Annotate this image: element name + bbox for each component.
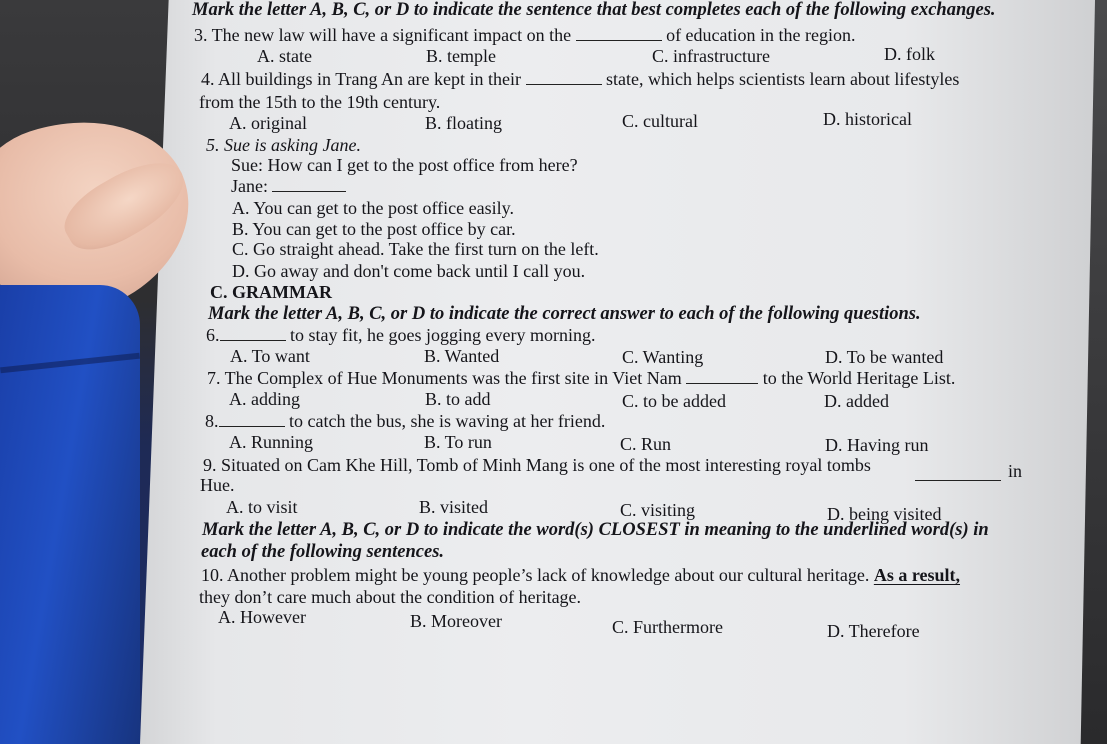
question-3 bbox=[194, 26, 856, 44]
option-b: B. Moreover bbox=[410, 611, 502, 631]
option-c: C. Run bbox=[620, 434, 672, 454]
question-8-number: 8. bbox=[205, 411, 219, 431]
question-6 bbox=[206, 326, 595, 344]
option-b: B. Wanted bbox=[424, 346, 500, 366]
answer-blank[interactable] bbox=[526, 84, 602, 85]
option-a: A. To want bbox=[230, 346, 310, 366]
instruction-closest-meaning: Mark the letter A, B, C, or D to indicate the word(s) CLOSEST in meaning to the underlined word(s) in bbox=[202, 520, 989, 540]
question-8 bbox=[205, 412, 605, 430]
option-d: D. being visited bbox=[827, 504, 942, 524]
question-6-text: to stay fit, he goes jogging every morning. bbox=[290, 325, 596, 345]
option-a: A. Running bbox=[229, 432, 314, 452]
answer-blank[interactable] bbox=[576, 40, 662, 41]
question-10 bbox=[201, 566, 960, 584]
option-b: B. to add bbox=[425, 389, 491, 409]
question-7-text-end: to the World Heritage List. bbox=[762, 368, 956, 388]
question-10-text: 10. Another problem might be young people’s lack of knowledge about our cultural heritage. bbox=[201, 565, 870, 585]
underlined-phrase: As a result, bbox=[873, 565, 961, 585]
option-b: B. visited bbox=[419, 497, 489, 517]
question-5-text: 5. Sue is asking Jane. bbox=[206, 135, 361, 155]
option-c: C. Furthermore bbox=[612, 617, 723, 637]
question-9 bbox=[203, 456, 871, 474]
answer-blank[interactable] bbox=[220, 340, 286, 341]
option-b: B. You can get to the post office by car. bbox=[232, 219, 516, 239]
option-d: D. Having run bbox=[825, 435, 929, 455]
option-d: D. To be wanted bbox=[825, 347, 944, 367]
instruction-exchanges: Mark the letter A, B, C, or D to indicate the sentence that best completes each of the following exchanges. bbox=[192, 0, 996, 20]
option-b: B. temple bbox=[426, 46, 496, 66]
option-a: A. You can get to the post office easily. bbox=[232, 198, 514, 218]
option-c: C. Wanting bbox=[622, 347, 704, 367]
option-c: C. visiting bbox=[620, 500, 696, 520]
question-3-text: 3. The new law will have a significant impact on the bbox=[194, 25, 572, 45]
option-d: D. added bbox=[824, 391, 889, 411]
question-9-text-end: in bbox=[1008, 461, 1023, 481]
answer-blank[interactable] bbox=[219, 426, 285, 427]
option-a: A. to visit bbox=[226, 497, 298, 517]
answer-blank[interactable] bbox=[915, 466, 1001, 481]
question-10-line-2: they don’t care much about the condition of heritage. bbox=[199, 587, 582, 607]
option-c: C. Go straight ahead. Take the first turn on the left. bbox=[232, 239, 599, 259]
option-a: A. adding bbox=[229, 389, 300, 409]
question-4 bbox=[201, 70, 959, 88]
question-4-text: 4. All buildings in Trang An are kept in their bbox=[201, 69, 521, 89]
instruction-grammar: Mark the letter A, B, C, or D to indicate the correct answer to each of the following questions. bbox=[208, 304, 921, 324]
instruction-closest-meaning-line-2: each of the following sentences. bbox=[201, 542, 445, 562]
question-7-text: 7. The Complex of Hue Monuments was the first site in Viet Nam bbox=[207, 368, 682, 388]
answer-blank[interactable] bbox=[272, 191, 346, 192]
dialogue-jane bbox=[231, 177, 346, 195]
question-4-text-end: state, which helps scientists learn about lifestyles bbox=[606, 69, 960, 89]
question-5 bbox=[206, 136, 361, 154]
option-c: C. cultural bbox=[622, 111, 698, 131]
option-c: C. infrastructure bbox=[652, 46, 770, 66]
option-a: A. original bbox=[229, 113, 307, 133]
question-9-text: 9. Situated on Cam Khe Hill, Tomb of Minh Mang is one of the most interesting royal tombs bbox=[203, 455, 871, 475]
option-b: B. floating bbox=[425, 113, 502, 133]
answer-blank[interactable] bbox=[686, 383, 758, 384]
question-4-line-2: from the 15th to the 19th century. bbox=[199, 92, 441, 112]
option-a: A. state bbox=[257, 46, 312, 66]
section-heading: C. GRAMMAR bbox=[210, 282, 332, 302]
question-8-text: to catch the bus, she is waving at her friend. bbox=[289, 411, 606, 431]
option-d: D. historical bbox=[823, 109, 912, 129]
dialogue-jane-label: Jane: bbox=[231, 176, 268, 196]
question-9-line-2: Hue. bbox=[200, 475, 235, 495]
option-d: D. Go away and don't come back until I call you. bbox=[232, 261, 586, 281]
option-a: A. However bbox=[218, 607, 306, 627]
question-7 bbox=[207, 369, 955, 387]
option-d: D. folk bbox=[884, 44, 935, 64]
option-d: D. Therefore bbox=[827, 621, 920, 641]
question-3-text-end: of education in the region. bbox=[666, 25, 856, 45]
dialogue-sue: Sue: How can I get to the post office from here? bbox=[231, 155, 578, 175]
option-b: B. To run bbox=[424, 432, 492, 452]
option-c: C. to be added bbox=[622, 391, 726, 411]
question-6-number: 6. bbox=[206, 325, 220, 345]
